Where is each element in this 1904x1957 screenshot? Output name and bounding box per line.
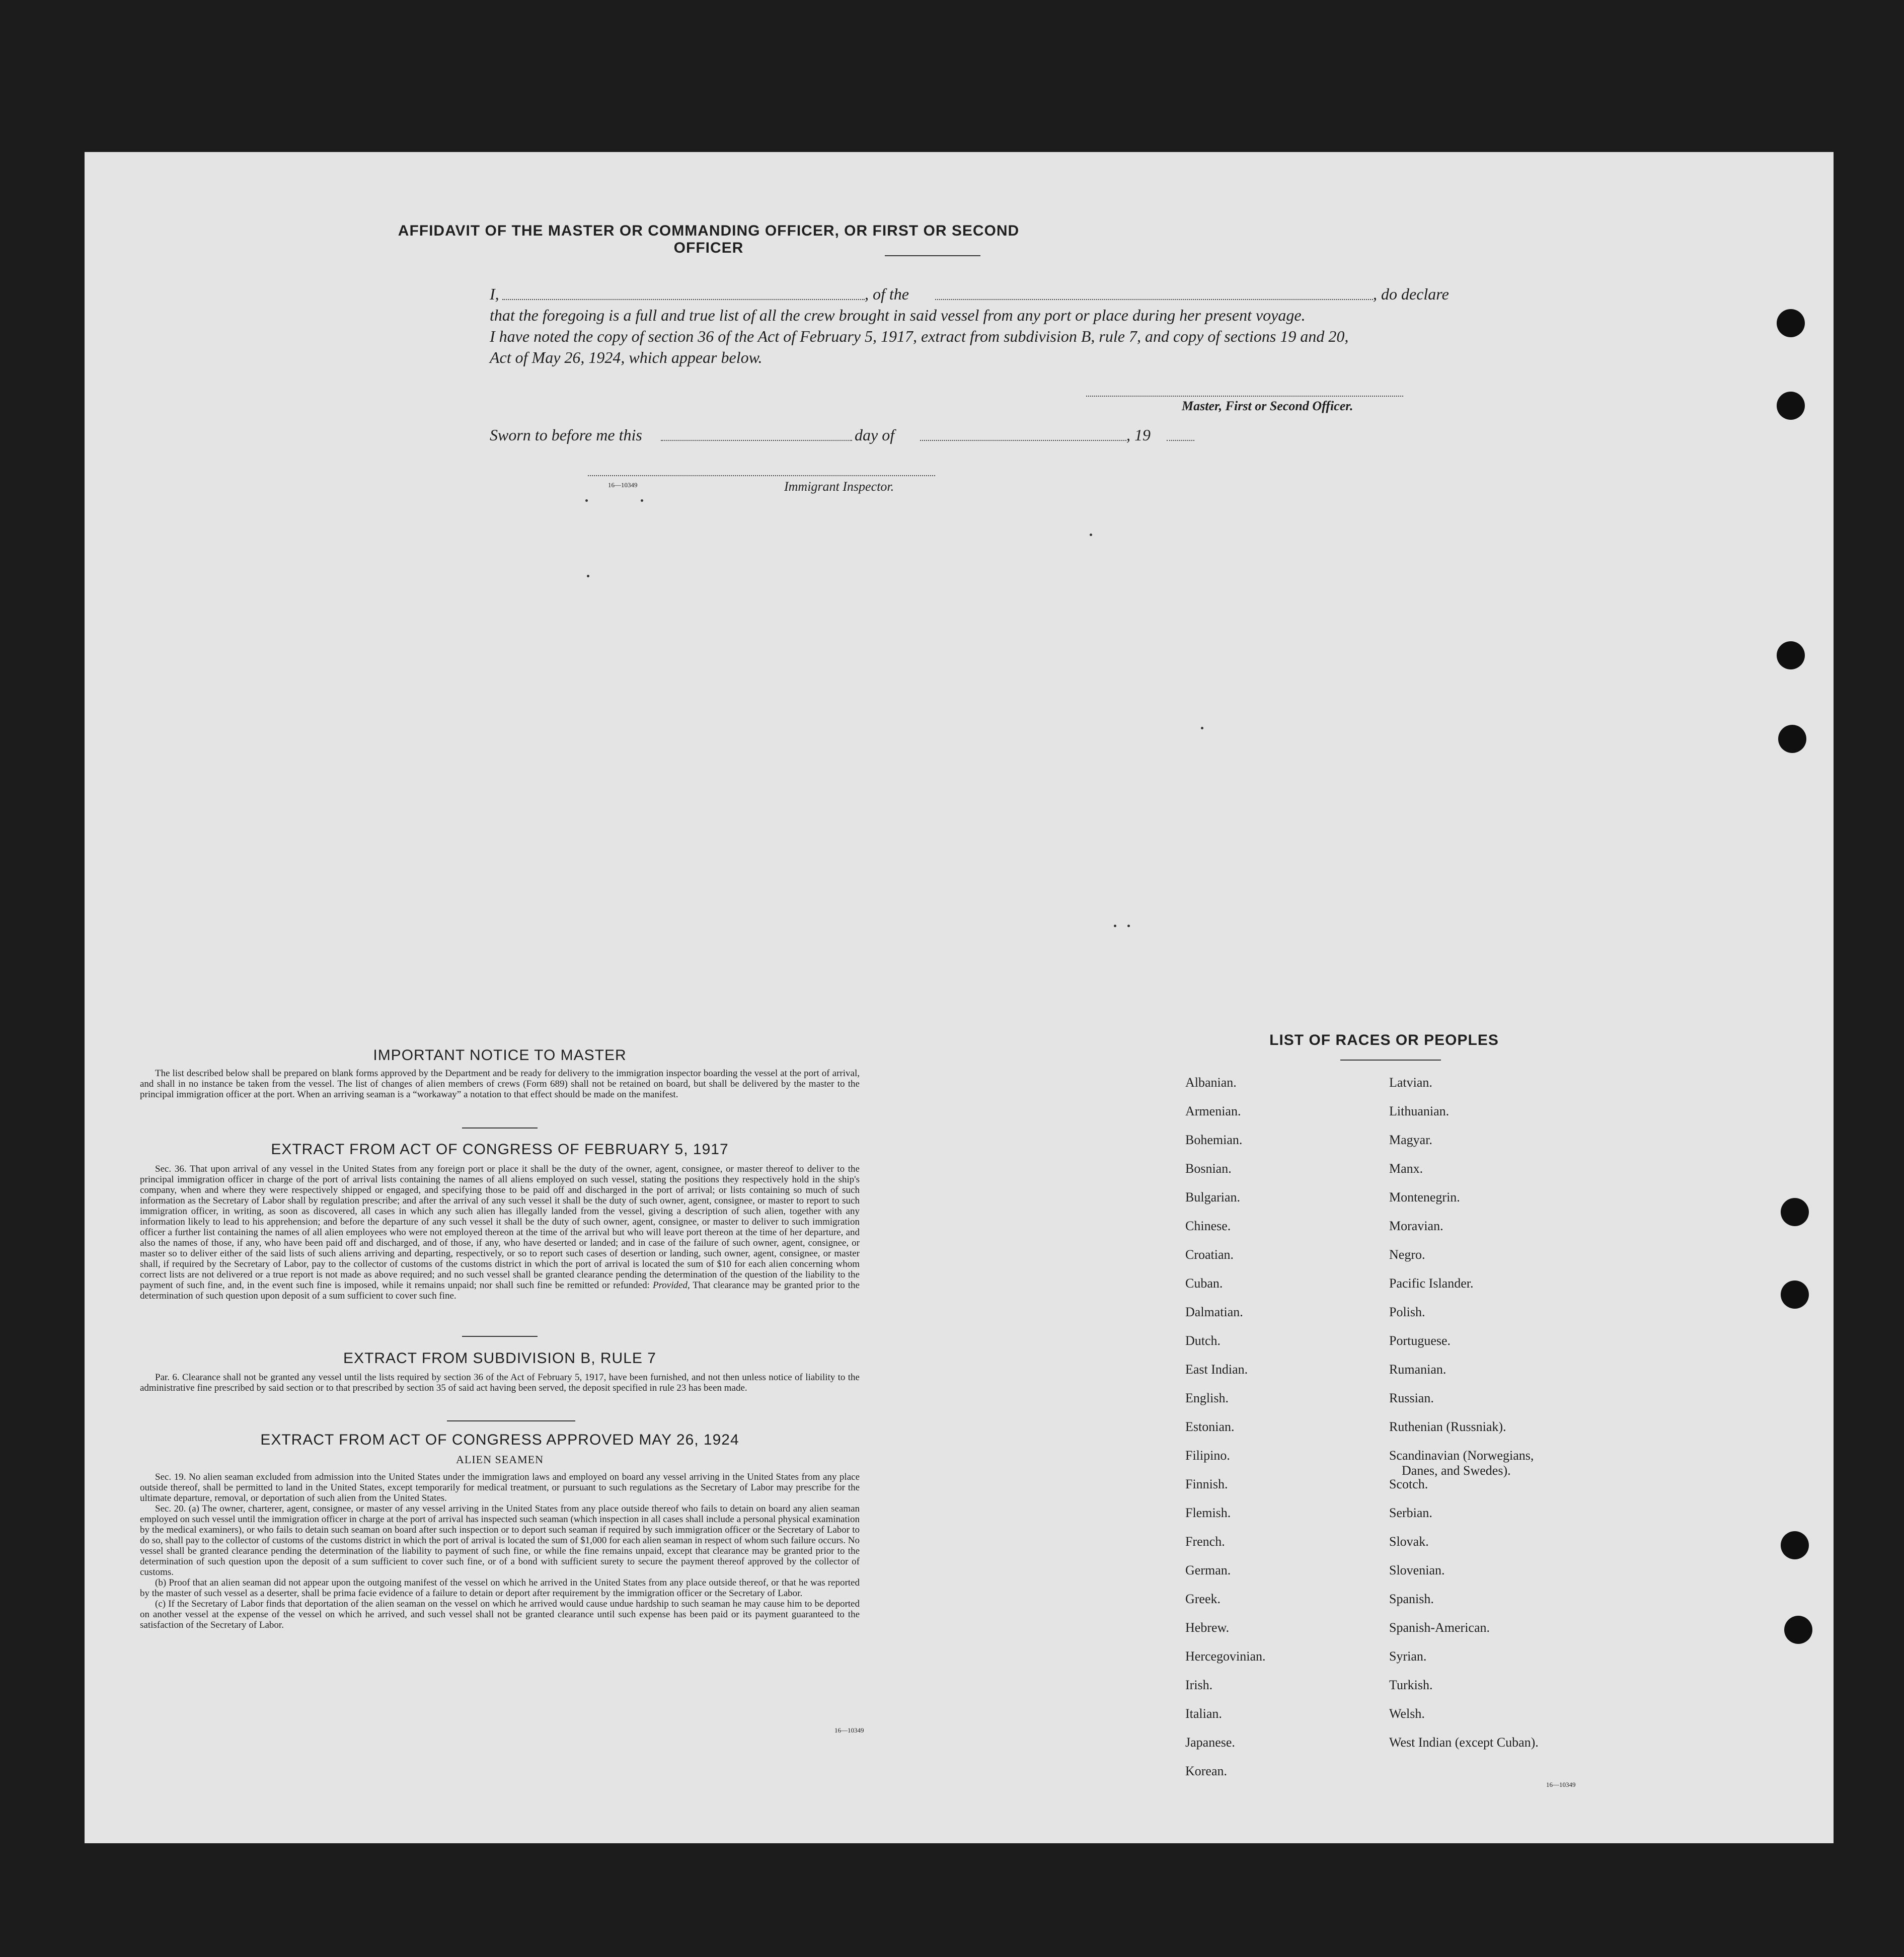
- sec-36-body: That upon arrival of any vessel in the United States from any foreign port or place it shall be the duty of the owner, agent, consignee, or master thereof to deliver to the principal immigration officer in charge of the port of arrival lists containing the names of all aliens employed on such vessel, stating the positions they respectively hold in the ship's company, when and where they were respectively shipped or engaged, and specifying those to be paid off and discharged in the port of arrival; or lists containing so much of such information as the Secretary of Labor shall by regulation prescribe; and after the arrival of any such vessel it shall be the duty of such owner, agent, consignee, or master to report to such immigration officer, in writing, as soon as discovered, all cases in which any such alien has illegally landed from the vessel, giving a description of such alien, together with any information likely to lead to his apprehension; and before the departure of any such vessel it shall be the duty of such owner, agent, consignee, or master to deliver to such immigration officer a further list containing the names of all alien employees who were not employed thereon at the time of the arrival but who will leave port thereon at the time of her departure, and also the names of those, if any, who have been paid off and discharged, and of those, if any, who have deserted or landed; and in case of the failure of such owner, agent, consignee, or master so to deliver either of the said lists of such aliens arriving and departing, respectively, or so to report such cases of desertion or landing, such owner, agent, consignee, or master shall, if required by the Secretary of Labor, pay to the collector of customs of the customs district in which the port of arrival is located the sum of $10 for each alien concerning whom correct lists are not delivered or a true report is not made as above required; and no such vessel shall be granted clearance pending the determination of the question of the liability to the payment of such fine, and, in the event such fine is imposed, while it remains unpaid; nor shall such fine be remitted or refunded:: [140, 1164, 860, 1291]
- title-divider: [885, 255, 980, 256]
- affidavit-line-3: I have noted the copy of section 36 of the Act of February 5, 1917, extract from subdivision B, rule 7, and copy of sections 19 and 20,: [490, 327, 1349, 345]
- sworn-day-blank: [661, 440, 852, 441]
- race-item: Flemish.: [1185, 1506, 1231, 1520]
- race-item: Pacific Islander.: [1389, 1276, 1474, 1291]
- sworn-line: [490, 424, 1295, 446]
- race-item: Moravian.: [1389, 1219, 1443, 1233]
- races-title: LIST OF RACES OR PEOPLES: [1269, 1032, 1499, 1048]
- race-item: Lithuanian.: [1389, 1104, 1450, 1118]
- race-item: Serbian.: [1389, 1506, 1432, 1520]
- sec-20a-body: (a) The owner, charterer, agent, consignee, or master of any vessel arriving in the United States from any place outside thereof who fails to detain on board any alien seaman employed on such vessel until the immigration officer in charge at the port of arrival has inspected such seaman (which inspection in all cases shall include a personal physical examination by the medical examiners), or who fails to detain such seaman on board after such inspection or to deport such seaman if required by such immigration officer or the Secretary of Labor to do so, shall pay to the collector of customs of the customs district in which the port of arrival is located the sum of $1,000 for each alien seaman in respect of whom such failure occurs. No vessel shall be granted clearance pending the determination of the liability to payment of such fine, or while the fine remains unpaid, except that clearance may be granted prior to the determination of such question upon the deposit of a sum sufficient to cover such fine, or of a bond with sufficient surety to secure the payment thereof approved by the collector of customs.: [140, 1503, 860, 1577]
- race-item: Slovenian.: [1389, 1563, 1445, 1577]
- sec-19-body: No alien seaman excluded from admission into the United States under the immigration laws and employed on board any vessel arriving in the United States from any place outside thereof, shall be permitted to land in the United States, except temporarily for medical treatment, or pursuant to such regulations as the Secretary of Labor may prescribe for the ultimate departure, removal, or deportation of such alien from the United States.: [140, 1472, 860, 1503]
- sec-20a: [140, 1503, 860, 1577]
- race-item: Estonian.: [1185, 1419, 1235, 1434]
- sec-20b: (b) Proof that an alien seaman did not appear upon the outgoing manifest of the vessel on which he arrived in the United States from any place outside thereof, or that he was reported by the master of such vessel as a deserter, shall be prima facie evidence of a failure to detain or deport after requirement by the immigration officer or the Secretary of Labor.: [140, 1577, 860, 1599]
- speck: [585, 499, 588, 502]
- race-item: Latvian.: [1389, 1075, 1432, 1090]
- extract-1917-divider: [462, 1336, 538, 1337]
- notice-text: The list described below shall be prepared on blank forms approved by the Department and be ready for delivery to the immigration inspector boarding the vessel at the port of arrival, and shall in no instance be taken from the vessel. The list of changes of alien members of crews (Form 689) shall not be retained on board, but shall be delivered by the master to the principal immigration officer at the port. When an arriving seaman is a “workaway” a notation to that effect should be made on the manifest.: [140, 1068, 860, 1100]
- extract-1917-text: [140, 1164, 860, 1301]
- notice-title: IMPORTANT NOTICE TO MASTER: [373, 1047, 627, 1064]
- race-item: Turkish.: [1389, 1678, 1433, 1692]
- sworn-prefix: Sworn to before me this: [490, 426, 642, 444]
- sec-19: [140, 1472, 860, 1503]
- race-item: Dalmatian.: [1185, 1305, 1243, 1319]
- race-item: Ruthenian (Russniak).: [1389, 1419, 1506, 1434]
- race-item: West Indian (except Cuban).: [1389, 1735, 1539, 1750]
- race-item: Danes, and Swedes).: [1402, 1463, 1511, 1478]
- race-item: Spanish-American.: [1389, 1620, 1490, 1635]
- extract-rule7-divider: [447, 1420, 575, 1421]
- speck: [587, 575, 589, 577]
- race-item: Bulgarian.: [1185, 1190, 1241, 1205]
- race-item: Negro.: [1389, 1247, 1425, 1262]
- race-item: Albanian.: [1185, 1075, 1237, 1090]
- affidavit-line-1: [490, 283, 1506, 305]
- binder-hole: [1781, 1281, 1809, 1309]
- extract-1924-title: EXTRACT FROM ACT OF CONGRESS APPROVED MAY 26, 1924: [260, 1432, 739, 1448]
- race-item: Polish.: [1389, 1305, 1425, 1319]
- race-item: Welsh.: [1389, 1706, 1425, 1721]
- race-item: Croatian.: [1185, 1247, 1234, 1262]
- binder-hole: [1781, 1531, 1809, 1559]
- notice-divider: [462, 1127, 538, 1128]
- affidavit-line-4: Act of May 26, 1924, which appear below.: [490, 348, 763, 366]
- binder-hole: [1778, 725, 1806, 753]
- sworn-month-blank: [920, 440, 1126, 441]
- race-item: Cuban.: [1185, 1276, 1223, 1291]
- extract-form-number: 16—10349: [834, 1726, 864, 1734]
- sec-20c: (c) If the Secretary of Labor finds that deportation of the alien seaman on the vessel on which he arrived would cause undue hardship to such seaman he may cause him to be deported on another vessel at the expense of the vessel on which he arrived, and such vessel shall not be granted clearance until such expense has been paid or its payment guaranteed to the satisfaction of the Secretary of Labor.: [140, 1599, 860, 1630]
- race-item: Montenegrin.: [1389, 1190, 1460, 1205]
- extract-rule7-title: EXTRACT FROM SUBDIVISION B, RULE 7: [343, 1350, 656, 1367]
- race-item: German.: [1185, 1563, 1231, 1577]
- race-item: Filipino.: [1185, 1448, 1230, 1463]
- race-item: Korean.: [1185, 1764, 1228, 1778]
- race-item: Manx.: [1389, 1161, 1423, 1176]
- race-item: Scandinavian (Norwegians,: [1389, 1448, 1534, 1463]
- race-item: East Indian.: [1185, 1362, 1248, 1377]
- speck: [1201, 727, 1203, 729]
- race-item: Spanish.: [1389, 1592, 1434, 1606]
- race-item: Syrian.: [1389, 1649, 1427, 1664]
- sec-20-label: Sec. 20.: [155, 1503, 186, 1514]
- affidavit-form-number: 16—10349: [608, 481, 638, 489]
- affidavit-of-the: , of the: [865, 285, 909, 303]
- race-item: Bosnian.: [1185, 1161, 1232, 1176]
- speck: [641, 499, 643, 502]
- race-item: Slovak.: [1389, 1534, 1429, 1549]
- race-item: Portuguese.: [1389, 1333, 1451, 1348]
- extract-1924-text: [140, 1472, 860, 1630]
- affidavit-line-2: that the foregoing is a full and true list of all the crew brought in said vessel from any port or place during her present voyage.: [490, 306, 1306, 324]
- race-item: Magyar.: [1389, 1133, 1432, 1147]
- extract-1924-subtitle: ALIEN SEAMEN: [456, 1453, 544, 1466]
- race-item: Irish.: [1185, 1678, 1213, 1692]
- master-signature-line: [1086, 396, 1403, 397]
- race-item: Japanese.: [1185, 1735, 1235, 1750]
- race-item: Russian.: [1389, 1391, 1434, 1405]
- sworn-year: , 19: [1126, 426, 1151, 444]
- binder-hole: [1777, 641, 1805, 669]
- vessel-blank: [935, 299, 1373, 300]
- race-item: Hebrew.: [1185, 1620, 1230, 1635]
- race-item: Greek.: [1185, 1592, 1221, 1606]
- race-item: English.: [1185, 1391, 1229, 1405]
- race-item: Scotch.: [1389, 1477, 1428, 1491]
- extract-rule7-text: Par. 6. Clearance shall not be granted any vessel until the lists required by section 36 of the Act of February 5, 1917, have been furnished, and not then unless notice of liability to the administrative fine prescribed by said section or to that prescribed by section 35 of said act having been served, the deposit specified in rule 23 has been made.: [140, 1372, 860, 1393]
- binder-hole: [1784, 1616, 1812, 1644]
- race-item: Armenian.: [1185, 1104, 1241, 1118]
- race-item: Italian.: [1185, 1706, 1222, 1721]
- races-form-number: 16—10349: [1546, 1781, 1576, 1788]
- sec-36-proviso: Provided,: [652, 1280, 690, 1291]
- affidavit-declare: , do declare: [1373, 285, 1449, 303]
- sec-19-label: Sec. 19.: [155, 1472, 186, 1482]
- sworn-day-of: day of: [855, 426, 895, 444]
- extract-1917-title: EXTRACT FROM ACT OF CONGRESS OF FEBRUARY 5, 1917: [271, 1141, 729, 1158]
- race-item: Dutch.: [1185, 1333, 1221, 1348]
- inspector-signature-line: [588, 475, 935, 476]
- sec-36-body-end: That clearance may be granted prior to the determination of such question upon deposit of a sum sufficient to cover such fine.: [140, 1280, 860, 1301]
- name-blank: [502, 299, 865, 300]
- speck: [1127, 925, 1130, 927]
- sworn-year-blank: [1167, 440, 1194, 441]
- speck: [1090, 534, 1092, 536]
- document-page: [85, 152, 1834, 1843]
- sec-36-label: Sec. 36.: [155, 1164, 187, 1174]
- binder-hole: [1781, 1198, 1809, 1226]
- race-item: Bohemian.: [1185, 1133, 1243, 1147]
- race-item: Hercegovinian.: [1185, 1649, 1266, 1664]
- race-item: Rumanian.: [1389, 1362, 1446, 1377]
- binder-hole: [1777, 392, 1805, 420]
- inspector-label: Immigrant Inspector.: [784, 479, 894, 494]
- binder-hole: [1777, 309, 1805, 337]
- affidavit-i: I,: [490, 285, 499, 303]
- speck: [1114, 925, 1116, 927]
- master-signature-label: Master, First or Second Officer.: [1182, 399, 1353, 413]
- race-item: French.: [1185, 1534, 1225, 1549]
- race-item: Finnish.: [1185, 1477, 1228, 1491]
- races-divider: [1340, 1060, 1441, 1061]
- affidavit-title: AFFIDAVIT OF THE MASTER OR COMMANDING OFFICER, OR FIRST OR SECOND OFFICER: [398, 222, 1020, 256]
- race-item: Chinese.: [1185, 1219, 1231, 1233]
